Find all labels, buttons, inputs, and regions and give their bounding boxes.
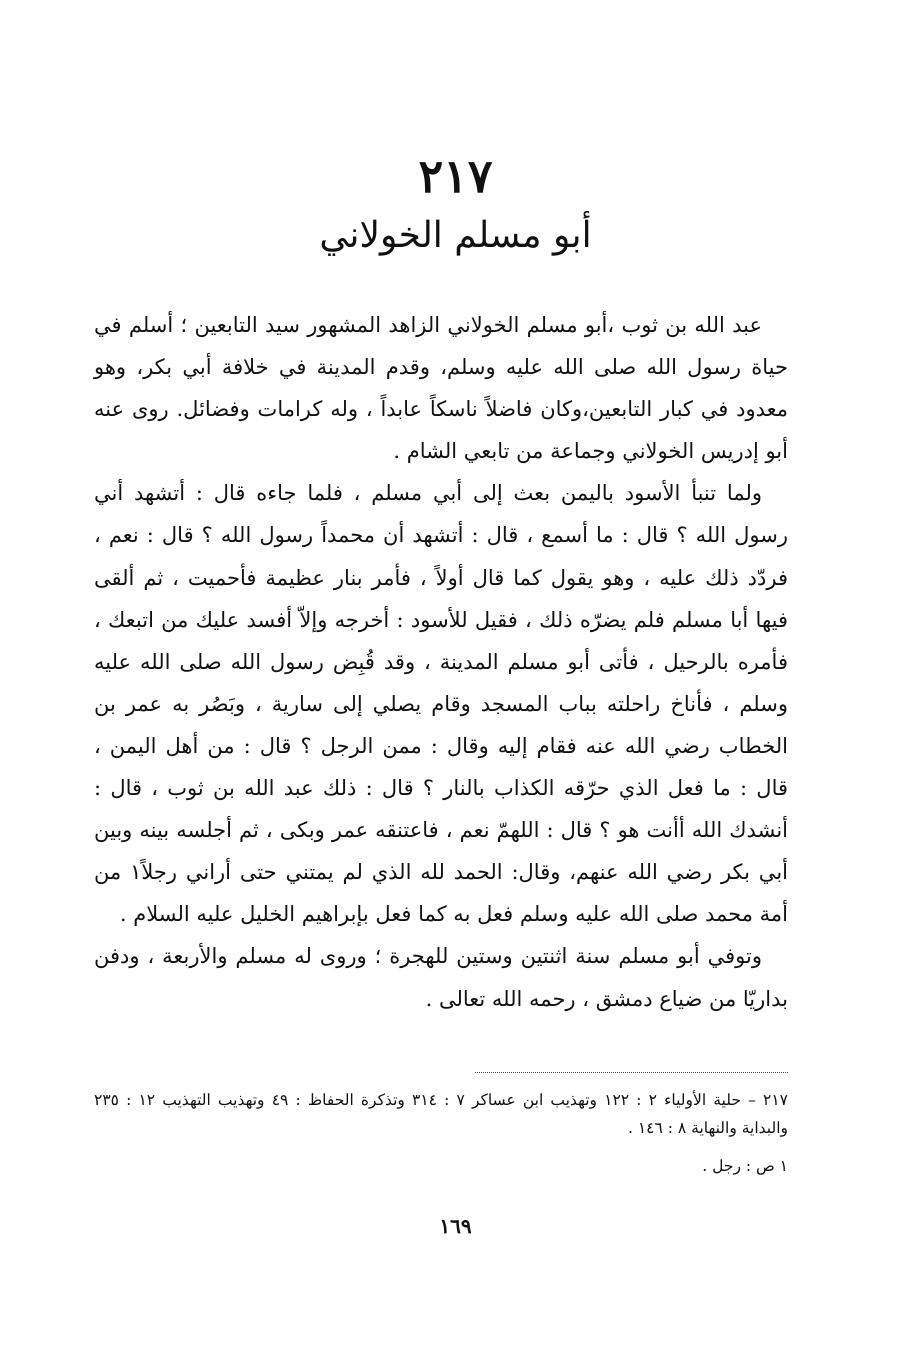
entry-title: أبو مسلم الخولاني — [319, 215, 592, 256]
entry-body — [94, 304, 788, 1020]
page-number: ١٦٩ — [439, 1214, 472, 1238]
paragraph-death: وتوفي أبو مسلم سنة اثنتين وستين للهجرة ؛ وروى له مسلم والأربعة ، ودفن بداريّا من ضياع دمشق ، رحمه الله تعالى . — [94, 944, 788, 1011]
footnote-divider — [475, 1072, 788, 1073]
entry-number: ٢١٧ — [418, 149, 493, 203]
paragraph-story: ولما تنبأ الأسود باليمن بعث إلى أبي مسلم ، فلما جاءه قال : أتشهد أني رسول الله ؟ قال : ما أسمع ، قال : أتشهد أن محمداً رسول الله ؟ قال : نعم ، فردّد ذلك عليه ، وهو يقول كما قال أولاً ، فأمر بنار عظيمة فأحميت ، ثم ألقى فيها أبا مسلم فلم يضرّه ذلك ، فقيل للأسود : أخرجه وإلاّ أفسد عليك من اتبعك ، فأمره بالرحيل ، فأتى أبو مسلم المدينة ، وقد قُبِض رسول الله صلى الله عليه وسلم ، فأناخ راحلته بباب المسجد وقام يصلي إلى سارية ، وبَصُر به عمر بن الخطاب رضي الله عنه فقام إليه وقال : ممن الرجل ؟ قال : من أهل اليمن ، قال : ما فعل الذي حرّقه الكذاب بالنار ؟ قال : ذلك عبد الله بن ثوب ، قال : أنشدك الله أأنت هو ؟ قال : اللهمّ نعم ، فاعتنقه عمر وبكى ، ثم أجلسه بينه وبين أبي بكر رضي الله عنهم، وقال: الحمد لله الذي لم يمتني حتى أراني رجلاً١ من أمة محمد صلى الله عليه وسلم فعل به كما فعل بإبراهيم الخليل عليه السلام . — [94, 481, 788, 927]
paragraph-biography: عبد الله بن ثوب ،أبو مسلم الخولاني الزاهد المشهور سيد التابعين ؛ أسلم في حياة رسول الله صلى الله عليه وسلم، وقدم المدينة في خلافة أبي بكر، وهو معدود في كبار التابعين،وكان فاضلاً ناسكاً عابداً ، وله كرامات وفضائل. روى عنه أبو إدريس الخولاني وجماعة من تابعي الشام . — [94, 313, 788, 464]
footnote-1: ١ ص : رجل . — [702, 1157, 788, 1175]
footnotes — [94, 1086, 788, 1180]
footnote-sources: ٢١٧ – حلية الأولياء ٢ : ١٢٢ وتهذيب ابن عساكر ٧ : ٣١٤ وتذكرة الحفاظ : ٤٩ وتهذيب التهذيب ١٢ : ٢٣٥ والبداية والنهاية ٨ : ١٤٦ . — [94, 1091, 788, 1137]
